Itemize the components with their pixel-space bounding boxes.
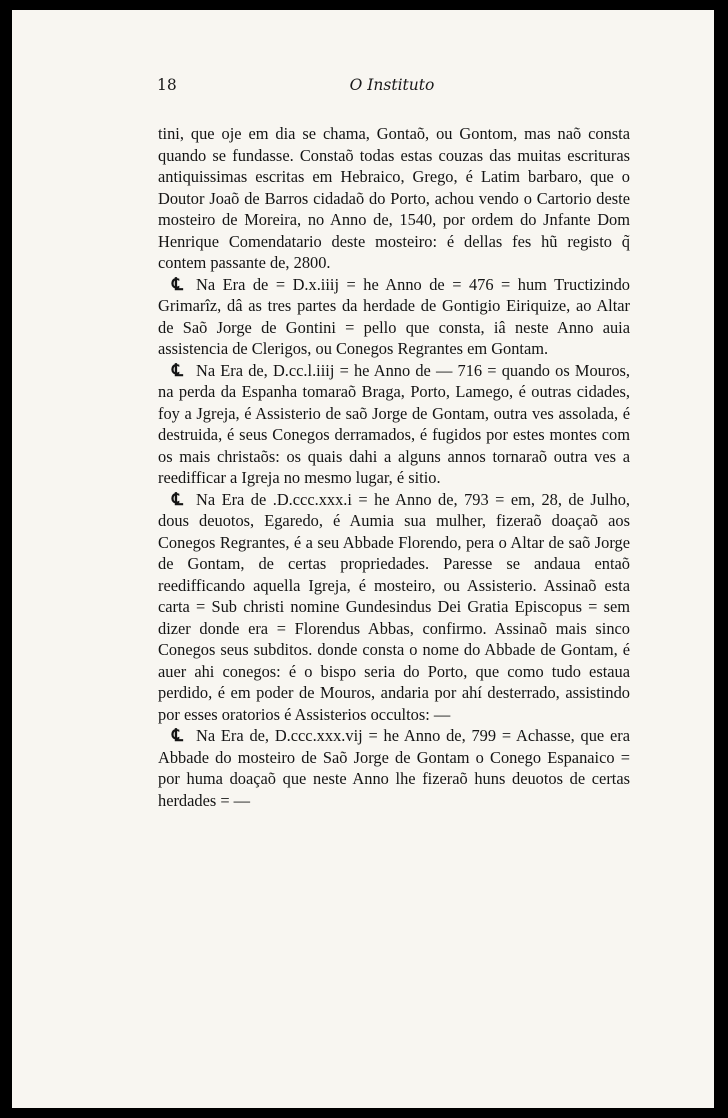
paragraph-5 [158,725,630,811]
paragraph-1 [158,123,630,274]
paragraph-3 [158,360,630,489]
page-number: 18 [157,76,177,94]
page-header [157,76,627,100]
paragraph-2 [158,274,630,360]
paragraph-mark-icon: ℄ [172,360,183,380]
body-text [158,123,630,811]
paragraph-text: tini, que oje em dia se chama, Gontaõ, ou Gontom, mas naõ consta quando se fundasse. Constaõ todas estas couzas das muitas escrituras antiquissimas escritas em Hebraico, Grego, é Latim barbaro, que o Doutor Joaõ de Barros cidadaõ do Porto, achou vendo o Cartorio deste mosteiro de Moreira, no Anno de, 1540, por ordem do Jnfante Dom Henrique Comendatario deste mosteiro: é dellas fes hũ registo q̃ contem passante de, 2800. [158,124,630,272]
paragraph-mark-icon: ℄ [172,489,183,509]
paragraph-text: Na Era de, D.ccc.xxx.vij = he Anno de, 799 = Achasse, que era Abbade do mosteiro de Saõ Jorge de Gontam o Conego Espanaico = por huma doaçaõ que neste Anno lhe fizeraõ huns deuotos de certas herdades = — [158,726,630,810]
running-title: O Instituto [349,76,435,94]
paragraph-text: Na Era de .D.ccc.xxx.i = he Anno de, 793 = em, 28, de Julho, dous deuotos, Egaredo, é Aumia sua mulher, fizeraõ doaçaõ aos Conegos Regrantes, é a seu Abbade Florendo, pera o Altar de saõ Jorge de Gontam, de certas propriedades. Paresse se andaua entaõ reedifficando aquella Igreja, é mosteiro, ou Assisterio. Assinaõ esta carta = Sub christi nomine Gundesindus Dei Gratia Episcopus = sem dizer donde era = Florendus Abbas, confirmo. Assinaõ mais sinco Conegos seus subditos. donde consta o nome do Abbade de Gontam, é auer ahi conegos: é o bispo seria do Porto, que como tudo estaua perdido, é em poder de Mouros, andaria por ahí desterrado, assistindo por esses oratorios é Assisterios occultos: — [158,489,630,724]
paragraph-mark-icon: ℄ [172,726,183,745]
paragraph-text: Na Era de, D.cc.l.iiij = he Anno de — 716 = quando os Mouros, na perda da Espanha tomaraõ Braga, Porto, Lamego, é outras cidades, foy a Jgreja, é Assisterio de saõ Jorge de Gontam, outra ves assolada, é destruida, é seus Conegos derramados, é fugidos por estes montes com os mais christaõs: os quais dahi a alguns annos tornaraõ outra ves a reedifficar a Igreja no mesmo lugar, é sitio. [158,360,630,487]
paragraph-mark-icon: ℄ [172,274,183,294]
paragraph-text: Na Era de = D.x.iiij = he Anno de = 476 = hum Tructizindo Grimarîz, dâ as tres partes da herdade de Gontigio Eiriquize, ao Altar de Saõ Jorge de Gontini = pello que consta, iâ neste Anno auia assistencia de Clerigos, ou Conegos Regrantes em Gontam. [158,274,630,358]
paragraph-4 [158,489,630,726]
book-page [12,10,714,1108]
